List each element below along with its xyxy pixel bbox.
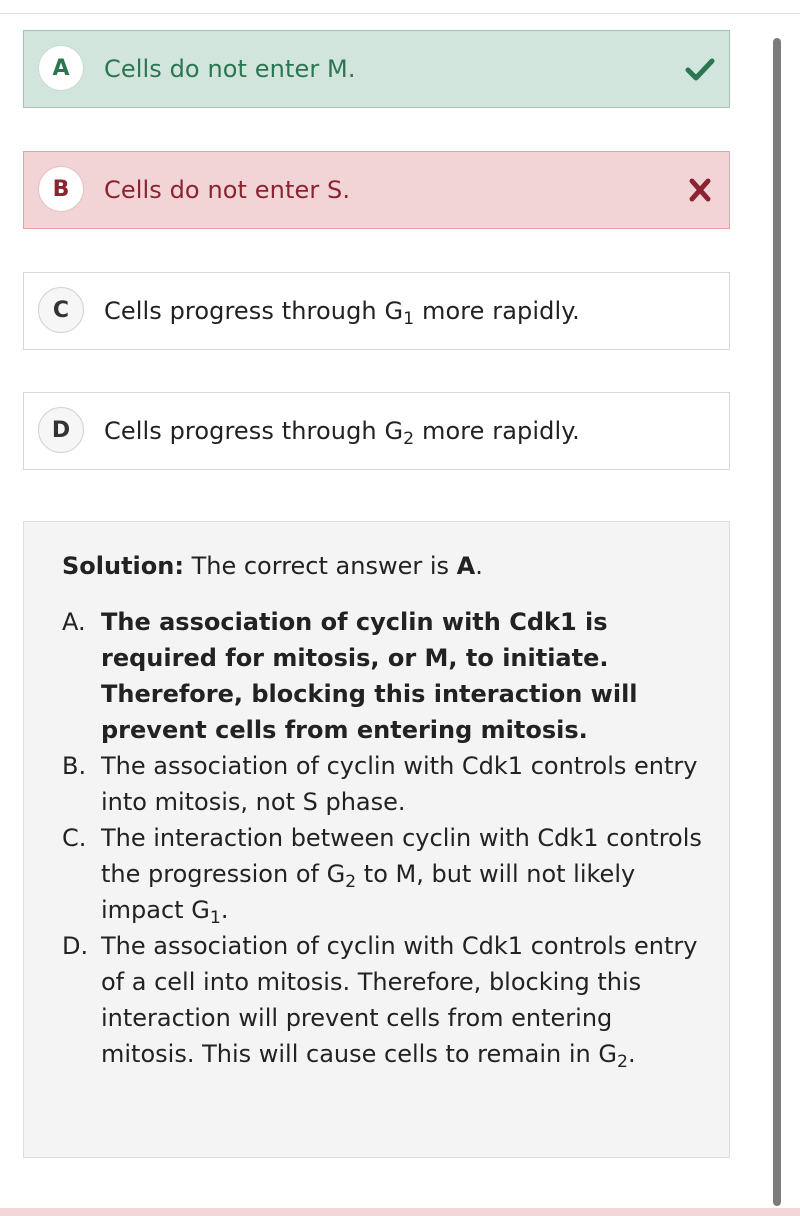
answer-option-c[interactable]	[23, 272, 730, 350]
next-item-edge	[0, 1208, 800, 1216]
option-text: Cells do not enter S.	[104, 176, 351, 204]
option-letter-badge: B	[38, 166, 84, 212]
answer-option-a[interactable]	[23, 30, 730, 108]
option-text: Cells progress through $G_1$ more rapidly.	[104, 297, 580, 330]
option-letter-badge: D	[38, 407, 84, 453]
option-text: Cells progress through $G_2$ more rapidly.	[104, 417, 580, 450]
answer-option-d[interactable]	[23, 392, 730, 470]
vertical-scrollbar[interactable]	[773, 38, 781, 1206]
solution-label: Solution:	[62, 552, 184, 580]
explanation-item-c: C. The interaction between cyclin with Cdk1 controls the progression of $G_2$ to M, but will not likely impact $G_1$.	[62, 824, 702, 929]
top-divider	[0, 13, 800, 14]
answer-option-b[interactable]	[23, 151, 730, 229]
checkmark-icon	[685, 55, 715, 83]
option-letter-badge: C	[38, 287, 84, 333]
solution-panel	[23, 521, 730, 1158]
correct-answer-letter: A	[456, 552, 476, 580]
option-text: Cells do not enter M.	[104, 55, 356, 83]
option-letter-badge: A	[38, 45, 84, 91]
x-icon	[685, 176, 715, 204]
explanation-item-a: A. The association of cyclin with Cdk1 is required for mitosis, or M, to initiate. Therefore, blocking this interaction will prevent cells from entering mitosis.	[62, 608, 638, 744]
solution-explanation-list	[62, 604, 702, 1072]
solution-heading: Solution: The correct answer is A.	[62, 552, 483, 580]
explanation-item-b: B. The association of cyclin with Cdk1 controls entry into mitosis, not S phase.	[62, 752, 698, 816]
explanation-item-d: D. The association of cyclin with Cdk1 controls entry of a cell into mitosis. Therefore, blocking this interaction will prevent cells from entering mitosis. This will cause cells to remain in $G_2$.	[62, 932, 698, 1073]
